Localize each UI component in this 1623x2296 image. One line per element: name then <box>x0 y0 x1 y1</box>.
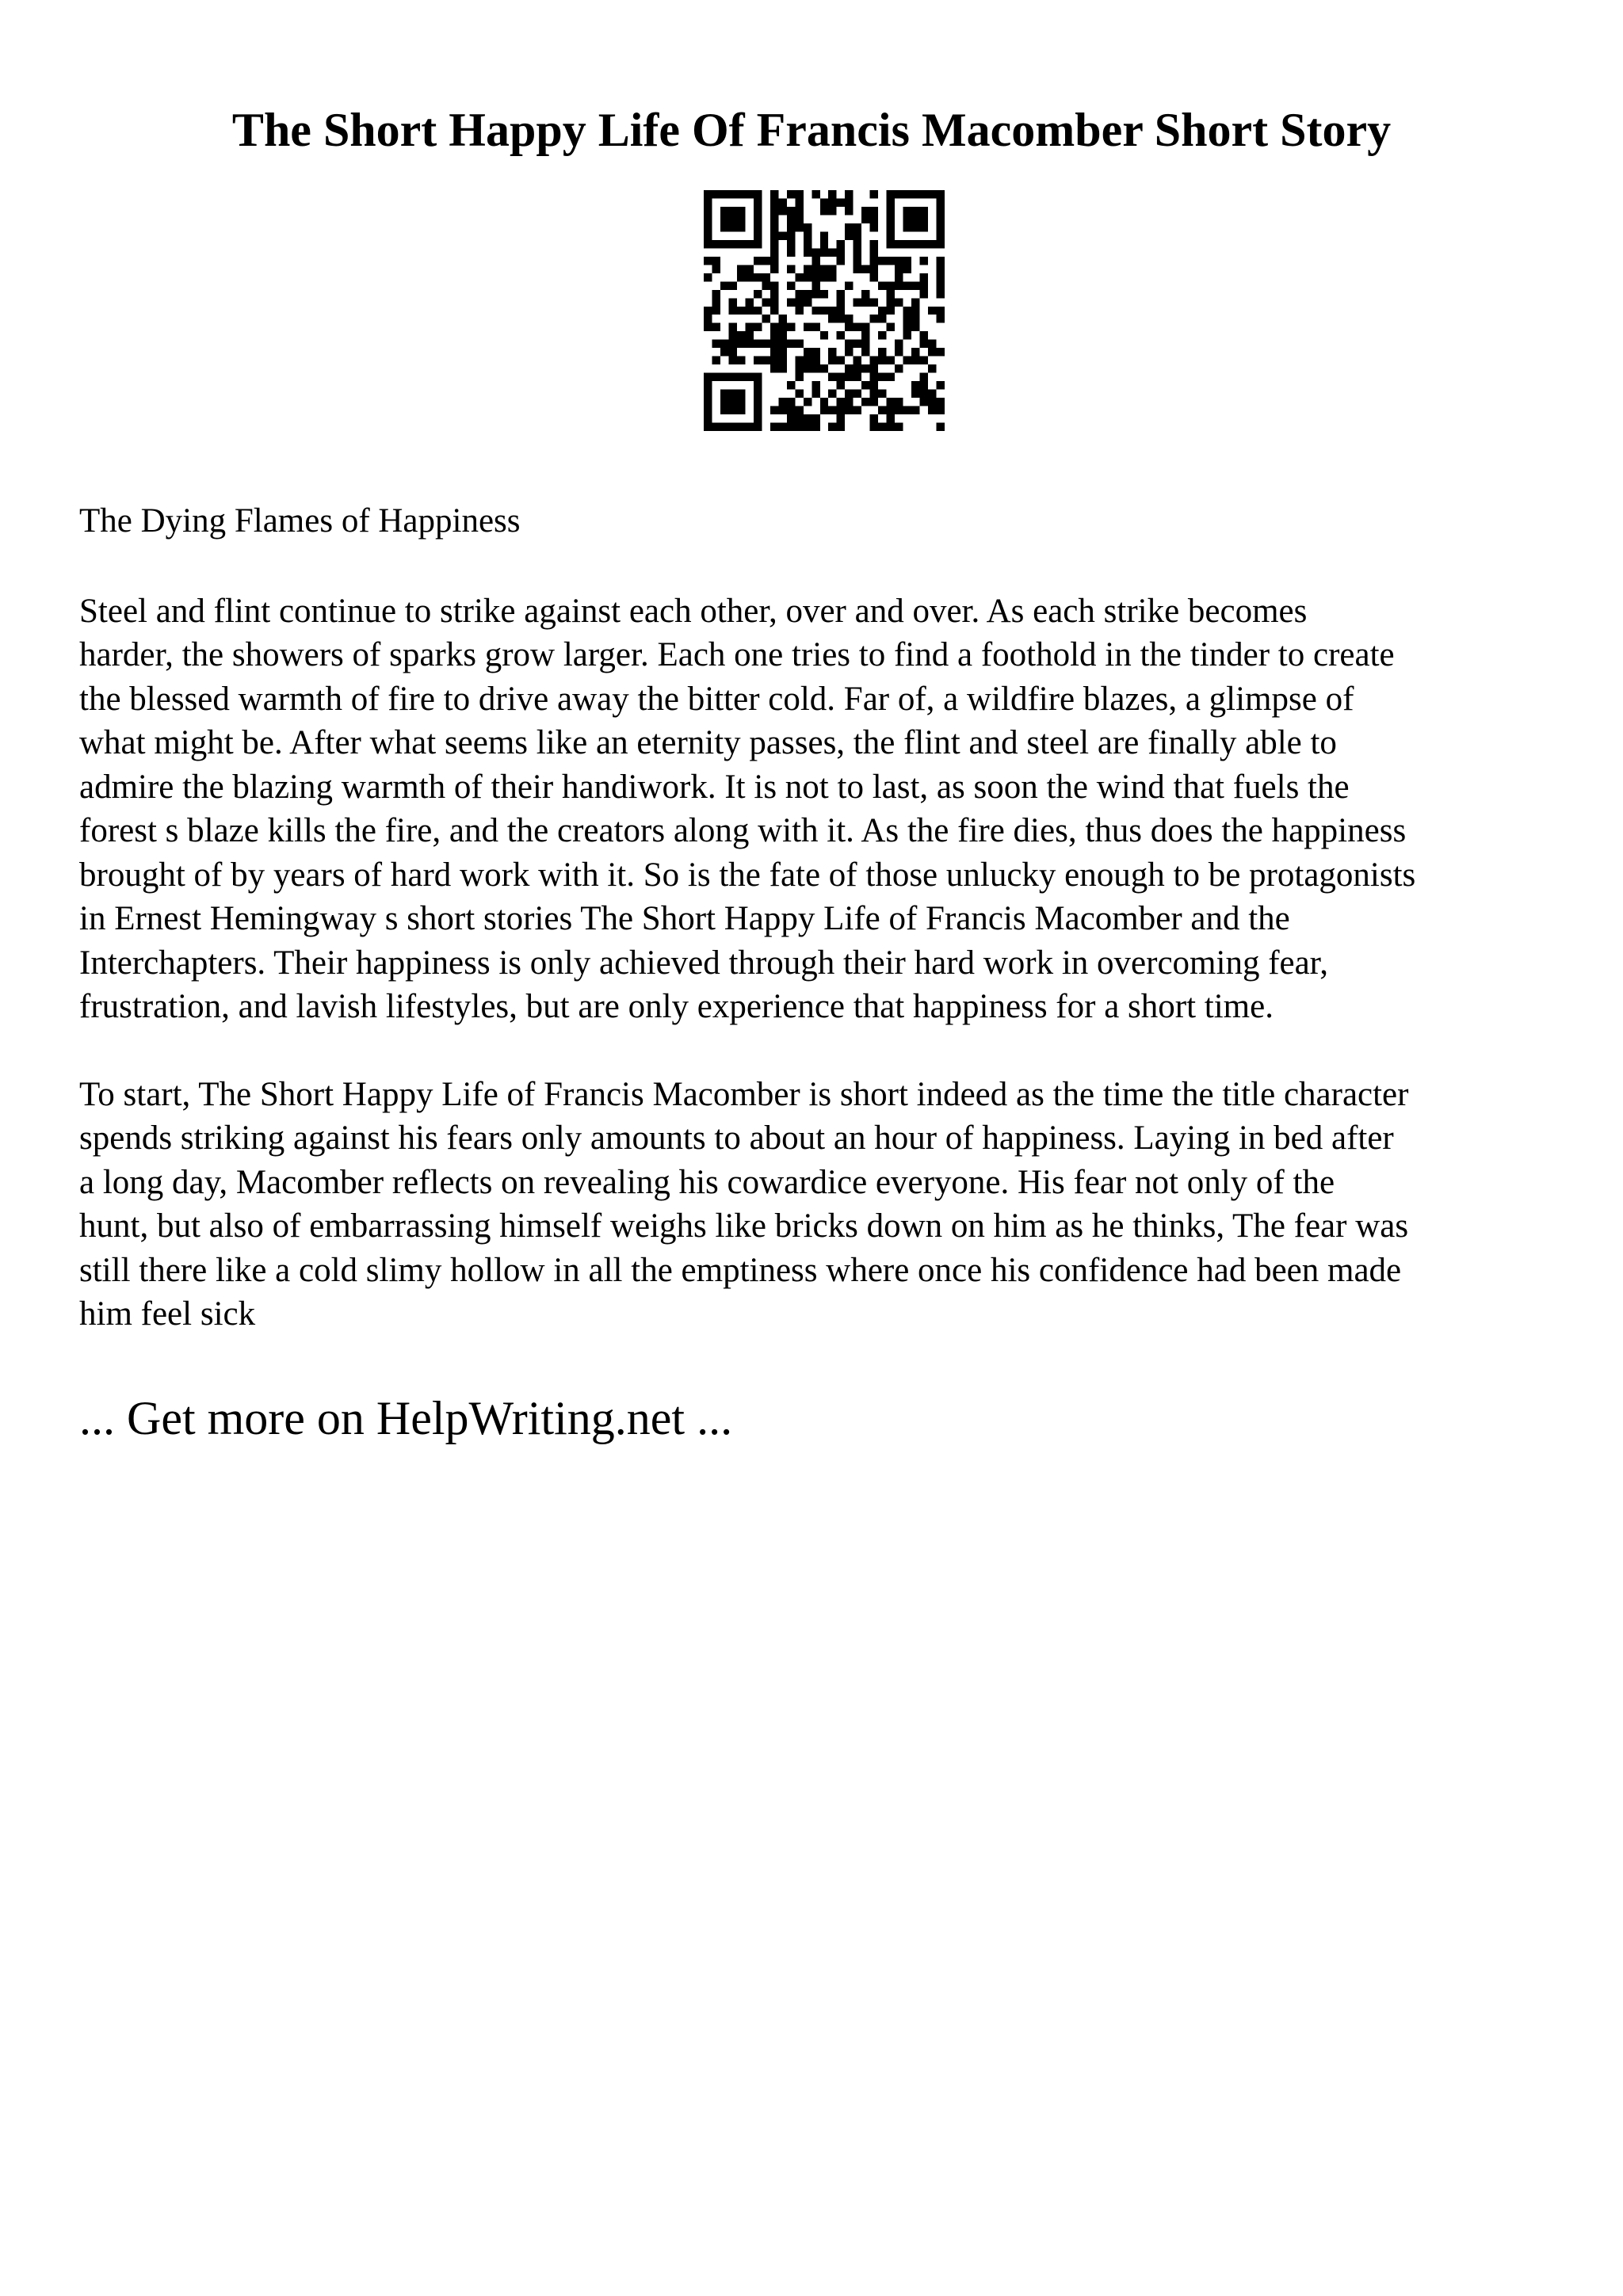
get-more-link[interactable]: ... Get more on HelpWriting.net ... <box>79 1391 733 1444</box>
document-body <box>79 499 1553 1450</box>
document-subtitle: The Dying Flames of Happiness <box>79 502 521 540</box>
page-title: The Short Happy Life Of Francis Macomber Short Story <box>231 104 1392 156</box>
body-paragraph-1: Steel and flint continue to strike against each other, over and over. As each strike becomes harder, the showers of sparks grow larger. Each one tries to find a foothold in the tinder to create the blessed warmth of fire to drive away the bitter cold. Far of, a wildfire blazes, a glimpse of what might be. After what seems like an eternity passes, the flint and steel are finally able to admire the blazing warmth of their handiwork. It is not to last, as soon the wind that fuels the forest s blaze kills the fire, and the creators along with it. As the fire dies, thus does the happiness brought of by years of hard work with it. So is the fate of those unlucky enough to be protagonists in Ernest Hemingway s short stories The Short Happy Life of Francis Macomber and the Interchapters. Their happiness is only achieved through their hard work in overcoming fear, frustration, and lavish lifestyles, but are only experience that happiness for a short time. <box>79 592 1416 1025</box>
qr-code-icon <box>704 190 945 431</box>
body-paragraph-2: To start, The Short Happy Life of Francis Macomber is short indeed as the time the title character spends striking against his fears only amounts to about an hour of happiness. Laying in bed after a long day, Macomber reflects on revealing his cowardice everyone. His fear not only of the hunt, but also of embarrassing himself weighs like bricks down on him as he thinks, The fear was still there like a cold slimy hollow in all the emptiness where once his confidence had been made him feel sick <box>79 1075 1409 1333</box>
